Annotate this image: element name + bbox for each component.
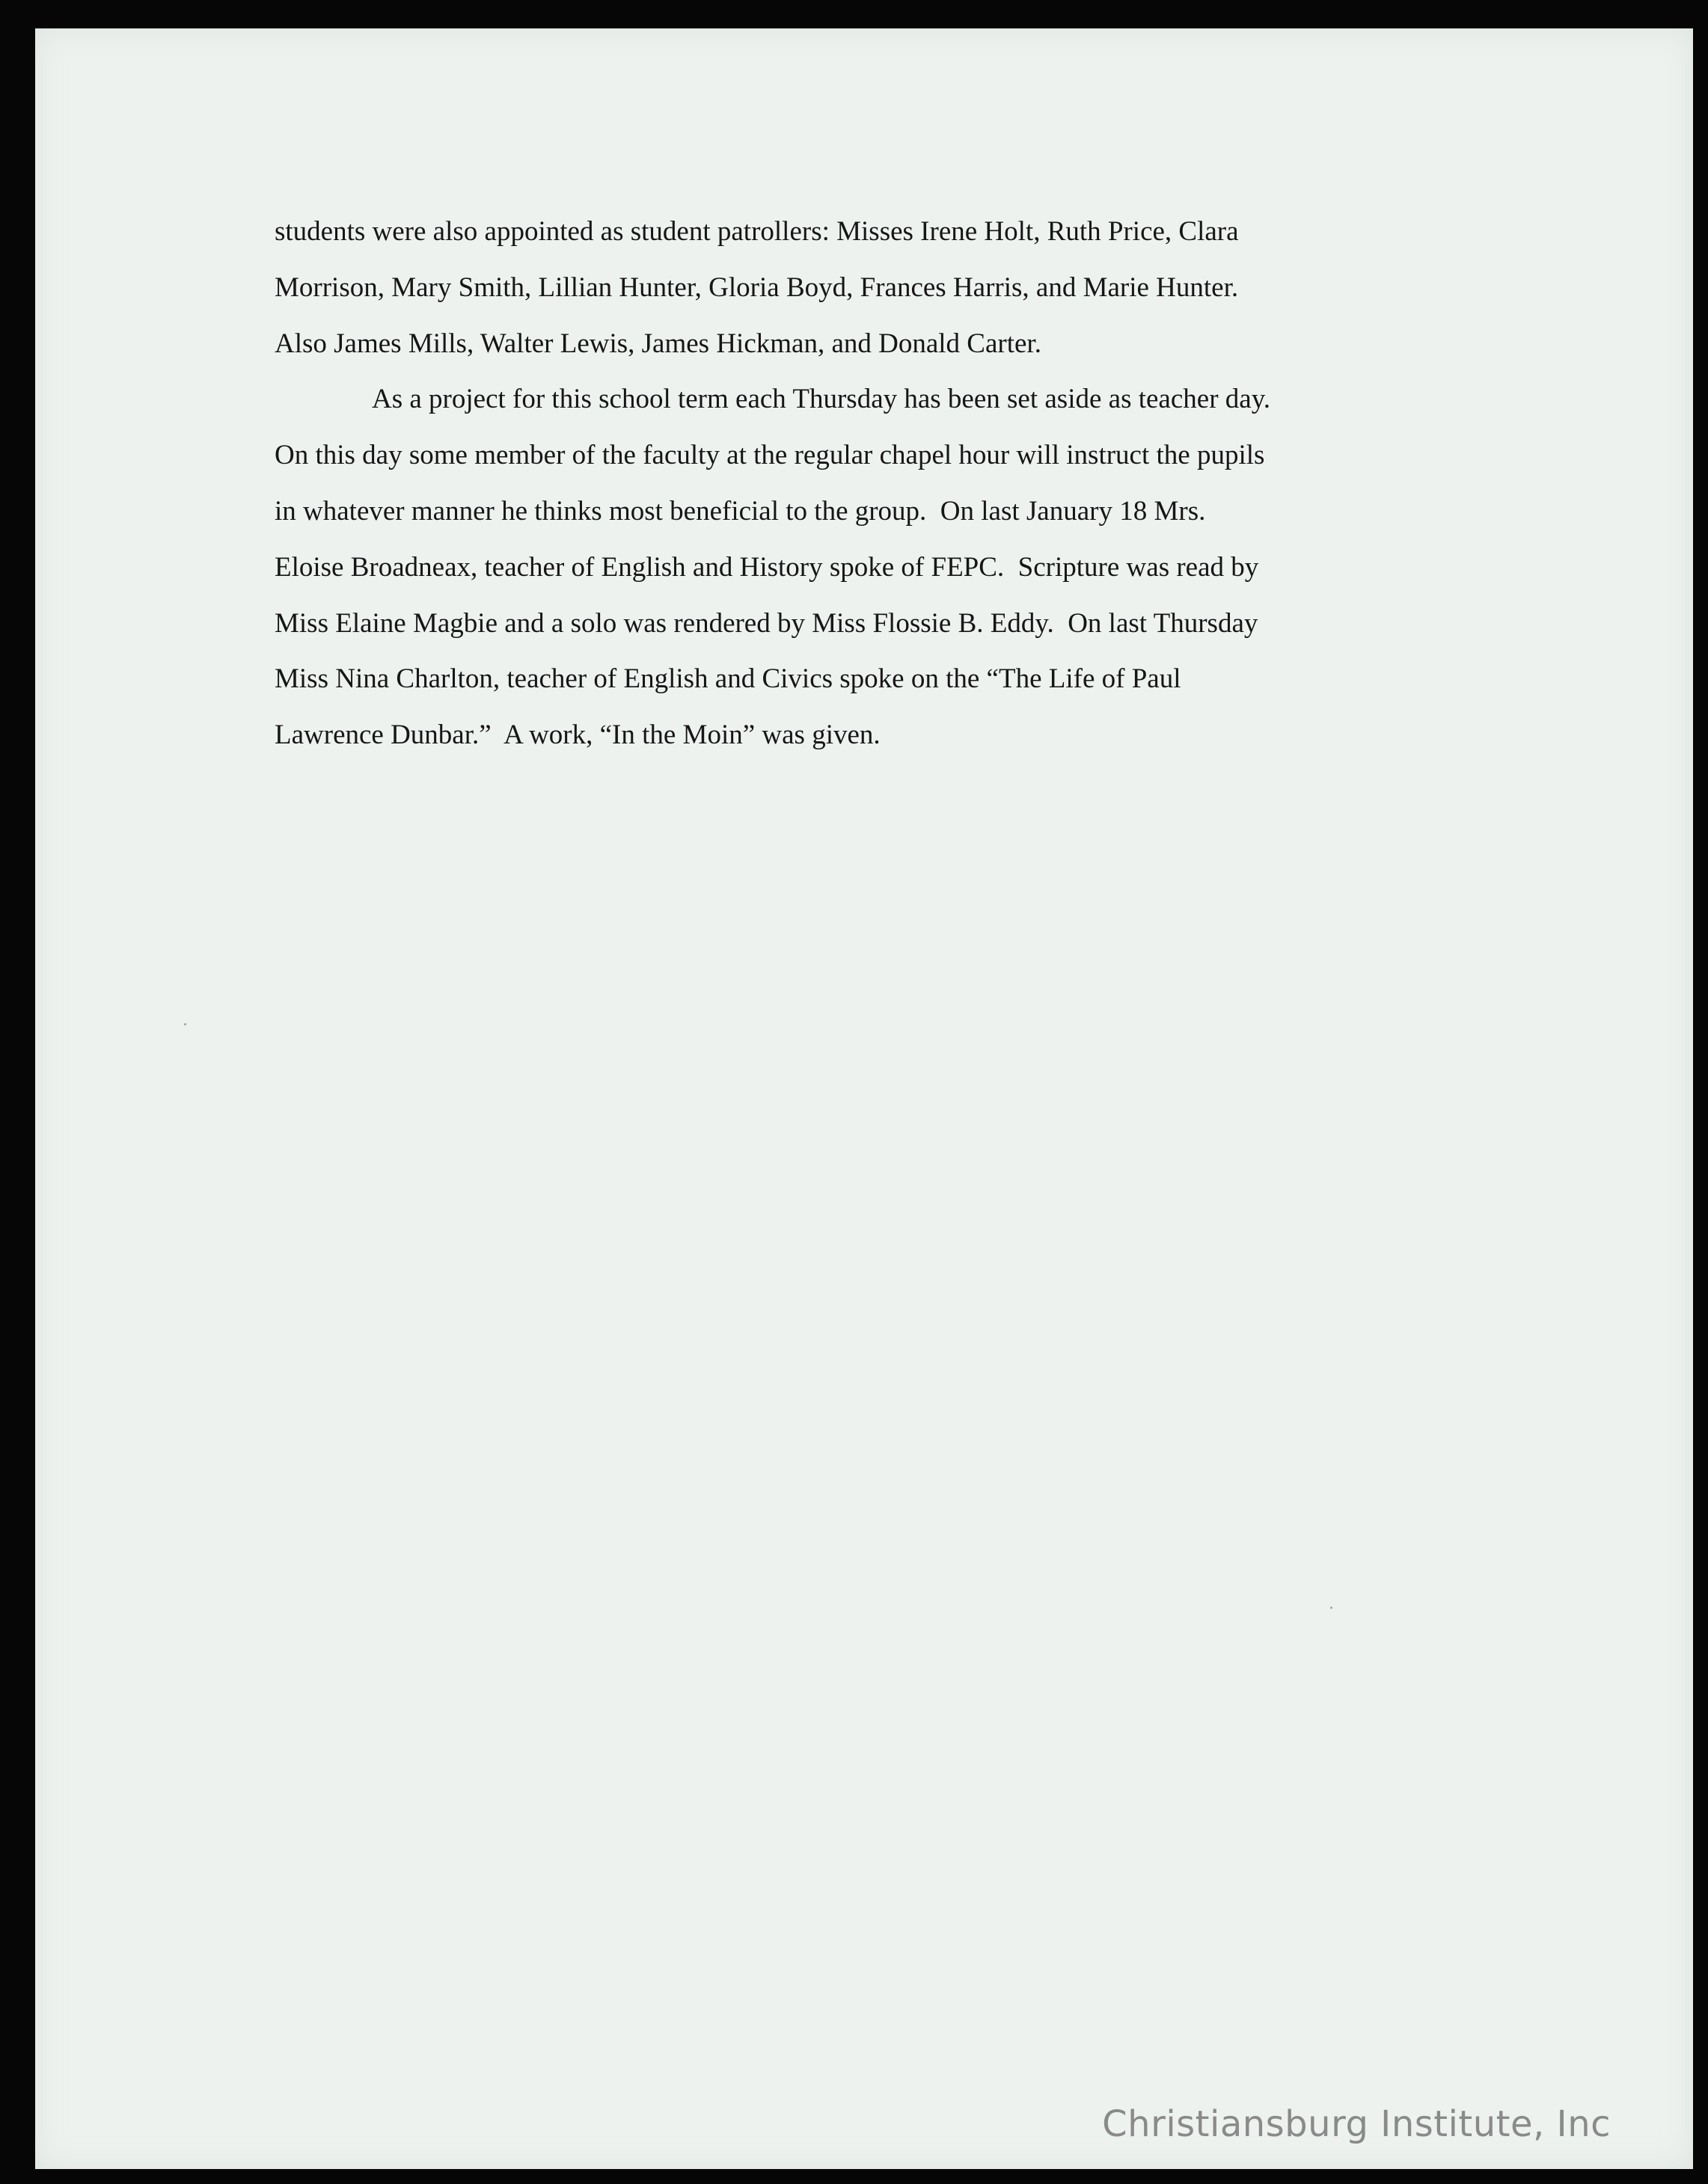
body-text xyxy=(275,204,1472,764)
text-line: in whatever manner he thinks most beneficial to the group. On last January 18 Mrs. xyxy=(275,495,1206,527)
paper-page xyxy=(35,28,1693,2169)
paragraph-start-line: As a project for this school term each Thursday has been set aside as teacher day. xyxy=(372,384,1271,415)
text-line: On this day some member of the faculty at the regular chapel hour will instruct the pupils xyxy=(275,440,1265,471)
paper-speck xyxy=(184,1023,186,1025)
paper-speck xyxy=(1330,1607,1332,1609)
text-line: Also James Mills, Walter Lewis, James Hickman, and Donald Carter. xyxy=(275,328,1041,359)
text-line: Miss Elaine Magbie and a solo was rendered by Miss Flossie B. Eddy. On last Thursday xyxy=(275,607,1258,639)
text-line: Eloise Broadneax, teacher of English and History spoke of FEPC. Scripture was read by xyxy=(275,551,1259,583)
text-line: Miss Nina Charlton, teacher of English and Civics spoke on the “The Life of Paul xyxy=(275,663,1181,695)
text-line: Morrison, Mary Smith, Lillian Hunter, Gloria Boyd, Frances Harris, and Marie Hunter. xyxy=(275,272,1239,303)
text-line: students were also appointed as student patrollers: Misses Irene Holt, Ruth Price, Clara xyxy=(275,216,1239,247)
text-line: Lawrence Dunbar.” A work, “In the Moin” was given. xyxy=(275,720,881,751)
watermark-text: Christiansburg Institute, Inc xyxy=(1102,2103,1611,2145)
